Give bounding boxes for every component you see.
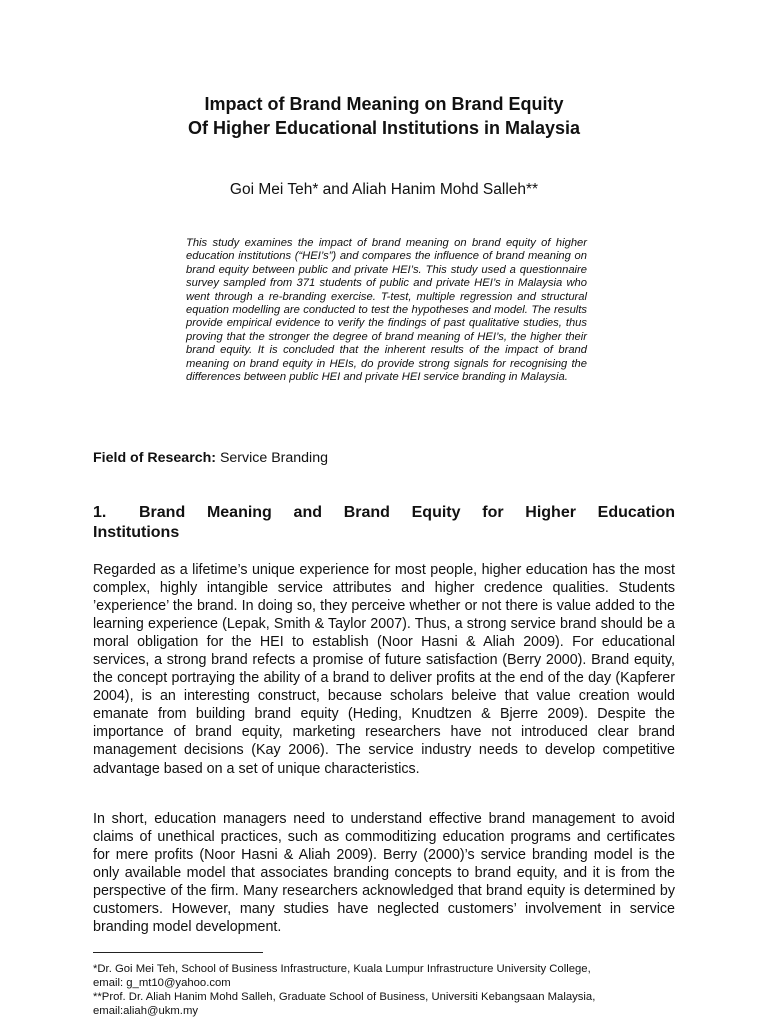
author-list: Goi Mei Teh* and Aliah Hanim Mohd Salleh** — [229, 181, 539, 198]
section-1-heading-line-1 — [93, 503, 675, 523]
field-of-research-value: Service Branding — [219, 450, 328, 466]
body-paragraph-2: In short, education managers need to understand effective brand management to avoid claims of unethical practices, such as commoditizing education programs and certificates for mere profits (Noor Hasni & Aliah 2009). Berry (2000)’s service branding model is the only available model that associates branding concepts to brand equity, and it is from the perspective of the firm. Many researchers acknowledged that brand equity is determined by customers. However, many studies have neglected customers’ involvement in service branding model development. — [93, 811, 675, 936]
field-of-research — [93, 449, 693, 467]
footnote-1-line-1: *Dr. Goi Mei Teh, School of Business Infrastructure, Kuala Lumpur Infrastructure University College, — [93, 963, 591, 975]
footnote-2-line-1: **Prof. Dr. Aliah Hanim Mohd Salleh, Graduate School of Business, Universiti Kebangsaan Malaysia, — [93, 991, 596, 1003]
section-1-heading-line-2: Institutions — [93, 524, 180, 541]
abstract: This study examines the impact of brand meaning on brand equity of higher education institutions (“HEI’s”) and compares the influence of brand meaning on brand equity between public and private HEI’s. This study used a questionnaire survey sampled from 371 students of public and private HEI’s in Malaysia who went through a re-branding exercise. T-test, multiple regression and structural equation modelling are conducted to test the hypotheses and model. The results provide empirical evidence to verify the findings of past qualitative studies, thus proving that the stronger the degree of brand meaning of HEI’s, the higher their brand equity. It is concluded that the inherent results of the impact of brand meaning on brand equity in HEIs, do provide strong signals for recognising the differences between public HEI and private HEI service branding in Malaysia. — [186, 237, 587, 384]
paper-title-line-1: Impact of Brand Meaning on Brand Equity — [204, 94, 564, 114]
field-of-research-label: Field of Research: — [93, 450, 216, 466]
section-1-heading — [93, 503, 675, 543]
section-1-heading-text: Brand Meaning and Brand Equity for Higher Education — [139, 504, 675, 521]
paper-title-line-2: Of Higher Educational Institutions in Malaysia — [187, 118, 581, 138]
footnotes — [93, 962, 693, 1018]
footnote-separator — [93, 952, 263, 953]
section-number: 1. — [93, 504, 107, 521]
footnote-1-line-2: email: g_mt10@yahoo.com — [93, 977, 231, 989]
footnote-2-line-2: email:aliah@ukm.my — [93, 1005, 199, 1017]
body-paragraph-1: Regarded as a lifetime’s unique experience for most people, higher education has the most complex, highly intangible service attributes and higher credence qualities. Students ’experience’ the brand. In doing so, they perceive whether or not there is value added to the learning experience (Lepak, Smith & Taylor 2007). Thus, a strong service brand should be a moral obligation for the HEI to establish (Noor Hasni & Aliah 2009). For educational services, a strong brand refects a promise of future satisfaction (Berry 2000). Brand equity, the concept portraying the ability of a brand to deliver profits at the end of the day (Kapferer 2004), is an interesting construct, because scholars beleive that value creation would emanate from building brand equity (Heding, Knudtzen & Bjerre 2009). Despite the importance of brand equity, marketing researchers have not introduced clear brand management decisions (Kay 2006). The service industry needs to develop competitive advantage based on a set of unique characteristics. — [93, 562, 675, 777]
paper-title — [0, 92, 768, 140]
